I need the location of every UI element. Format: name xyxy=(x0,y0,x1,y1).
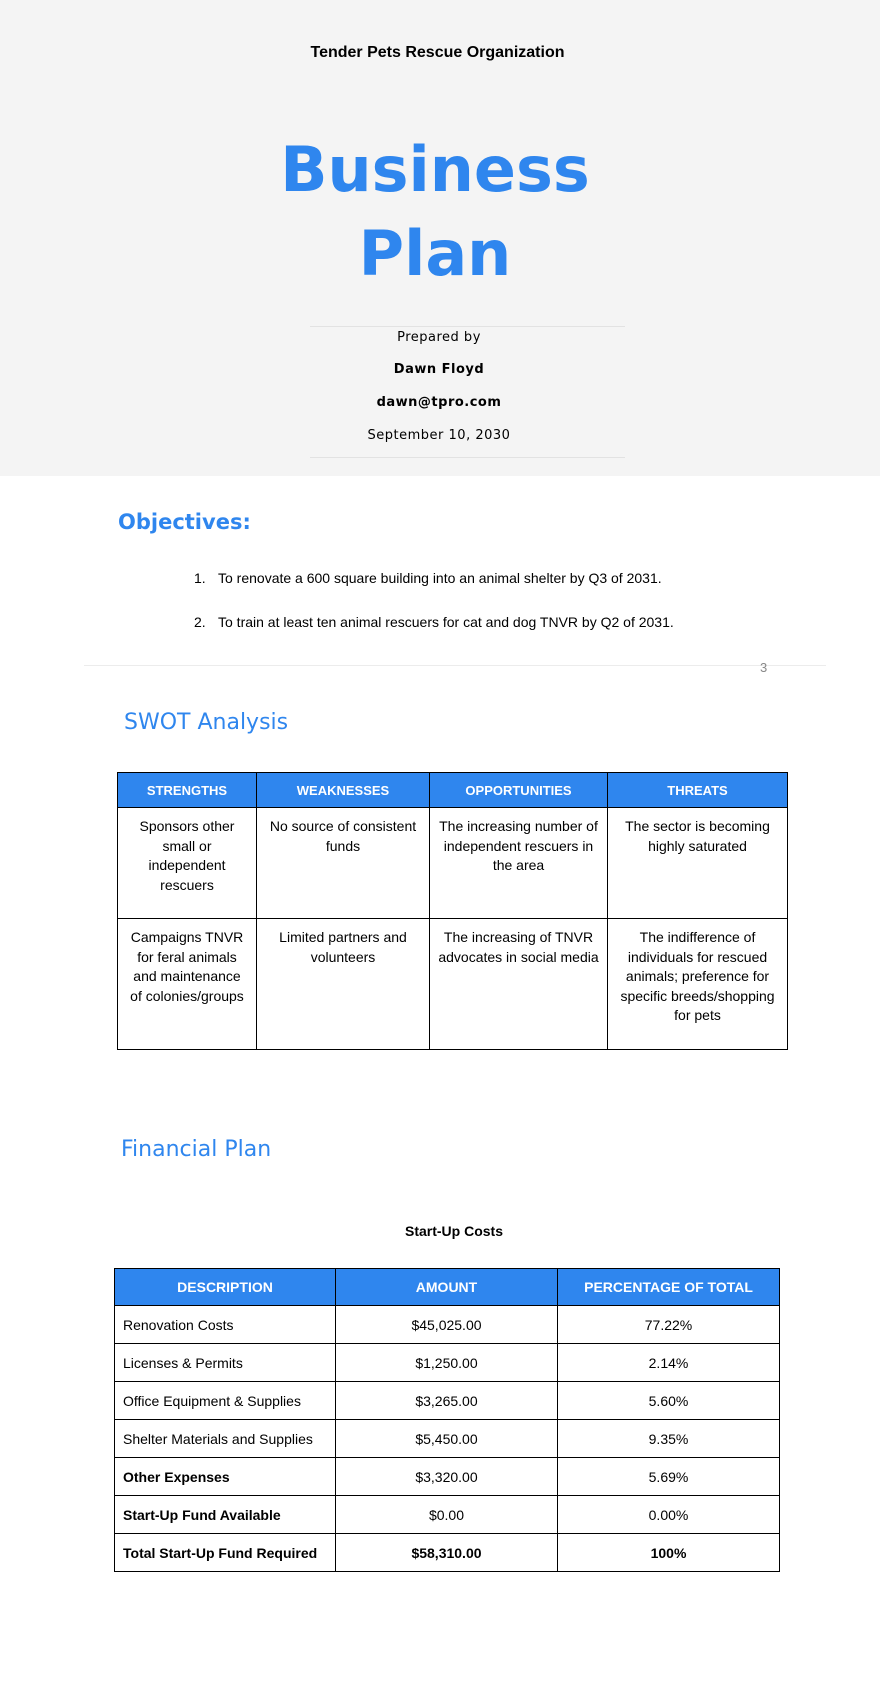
fin-amount: $1,250.00 xyxy=(336,1344,558,1382)
fin-percentage: 77.22% xyxy=(558,1306,780,1344)
cover-divider-bottom xyxy=(310,457,625,458)
page-break-line xyxy=(84,665,826,666)
title-line-2: Plan xyxy=(358,217,512,290)
fin-percentage: 2.14% xyxy=(558,1344,780,1382)
fin-percentage: 5.69% xyxy=(558,1458,780,1496)
fin-description: Office Equipment & Supplies xyxy=(115,1382,336,1420)
table-row xyxy=(115,1420,780,1458)
financial-heading: Financial Plan xyxy=(121,1137,272,1162)
swot-cell: The sector is becoming highly saturated xyxy=(608,808,788,919)
fin-percentage: 0.00% xyxy=(558,1496,780,1534)
organization-name: Tender Pets Rescue Organization xyxy=(310,44,565,61)
fin-header-percentage: PERCENTAGE OF TOTAL xyxy=(558,1269,780,1306)
swot-cell: Limited partners and volunteers xyxy=(257,919,430,1050)
fin-description: Other Expenses xyxy=(115,1458,336,1496)
swot-row xyxy=(118,919,788,1050)
fin-header-amount: AMOUNT xyxy=(336,1269,558,1306)
fin-amount: $3,265.00 xyxy=(336,1382,558,1420)
cover-divider-top xyxy=(310,326,625,327)
table-row xyxy=(115,1306,780,1344)
fin-percentage: 9.35% xyxy=(558,1420,780,1458)
swot-cell: The increasing of TNVR advocates in social media xyxy=(430,919,608,1050)
swot-cell: No source of consistent funds xyxy=(257,808,430,919)
swot-cell: The indifference of individuals for rescued animals; preference for specific breeds/shopping for pets xyxy=(608,919,788,1050)
prepared-by-label: Prepared by xyxy=(397,330,481,345)
swot-cell: Sponsors other small or independent rescuers xyxy=(118,808,257,919)
fin-percentage: 100% xyxy=(558,1534,780,1572)
table-row xyxy=(115,1382,780,1420)
objective-text: To train at least ten animal rescuers for cat and dog TNVR by Q2 of 2031. xyxy=(218,614,674,630)
objective-item xyxy=(194,570,662,586)
swot-header-opportunities: OPPORTUNITIES xyxy=(430,773,608,808)
cover-section xyxy=(0,0,880,476)
table-row xyxy=(115,1496,780,1534)
startup-costs-table xyxy=(114,1268,780,1572)
swot-cell: The increasing number of independent rescuers in the area xyxy=(430,808,608,919)
objective-text: To renovate a 600 square building into an animal shelter by Q3 of 2031. xyxy=(218,570,662,586)
page-number: 3 xyxy=(760,660,768,675)
fin-amount: $58,310.00 xyxy=(336,1534,558,1572)
swot-header-weaknesses: WEAKNESSES xyxy=(257,773,430,808)
fin-description: Licenses & Permits xyxy=(115,1344,336,1382)
swot-row xyxy=(118,808,788,919)
total-row xyxy=(115,1534,780,1572)
table-row xyxy=(115,1458,780,1496)
objectives-heading: Objectives: xyxy=(118,510,251,534)
swot-cell: Campaigns TNVR for feral animals and maintenance of colonies/groups xyxy=(118,919,257,1050)
fin-header-description: DESCRIPTION xyxy=(115,1269,336,1306)
fin-header-row xyxy=(115,1269,780,1306)
document-title xyxy=(0,128,870,296)
swot-header-row xyxy=(118,773,788,808)
startup-costs-caption: Start-Up Costs xyxy=(404,1223,503,1239)
swot-heading: SWOT Analysis xyxy=(124,710,289,735)
fin-description: Renovation Costs xyxy=(115,1306,336,1344)
fin-description: Total Start-Up Fund Required xyxy=(115,1534,336,1572)
author-email: dawn@tpro.com xyxy=(376,395,502,410)
swot-header-strengths: STRENGTHS xyxy=(118,773,257,808)
author-name: Dawn Floyd xyxy=(393,362,485,377)
swot-header-threats: THREATS xyxy=(608,773,788,808)
fin-amount: $3,320.00 xyxy=(336,1458,558,1496)
fin-description: Start-Up Fund Available xyxy=(115,1496,336,1534)
document-date: September 10, 2030 xyxy=(367,428,511,443)
objective-number: 2. xyxy=(194,614,206,630)
objective-number: 1. xyxy=(194,570,206,586)
title-line-1: Business xyxy=(280,133,590,206)
objective-item xyxy=(194,614,674,630)
table-row xyxy=(115,1344,780,1382)
fin-amount: $45,025.00 xyxy=(336,1306,558,1344)
fin-percentage: 5.60% xyxy=(558,1382,780,1420)
fin-amount: $0.00 xyxy=(336,1496,558,1534)
swot-table xyxy=(117,772,788,1050)
fin-amount: $5,450.00 xyxy=(336,1420,558,1458)
fin-description: Shelter Materials and Supplies xyxy=(115,1420,336,1458)
